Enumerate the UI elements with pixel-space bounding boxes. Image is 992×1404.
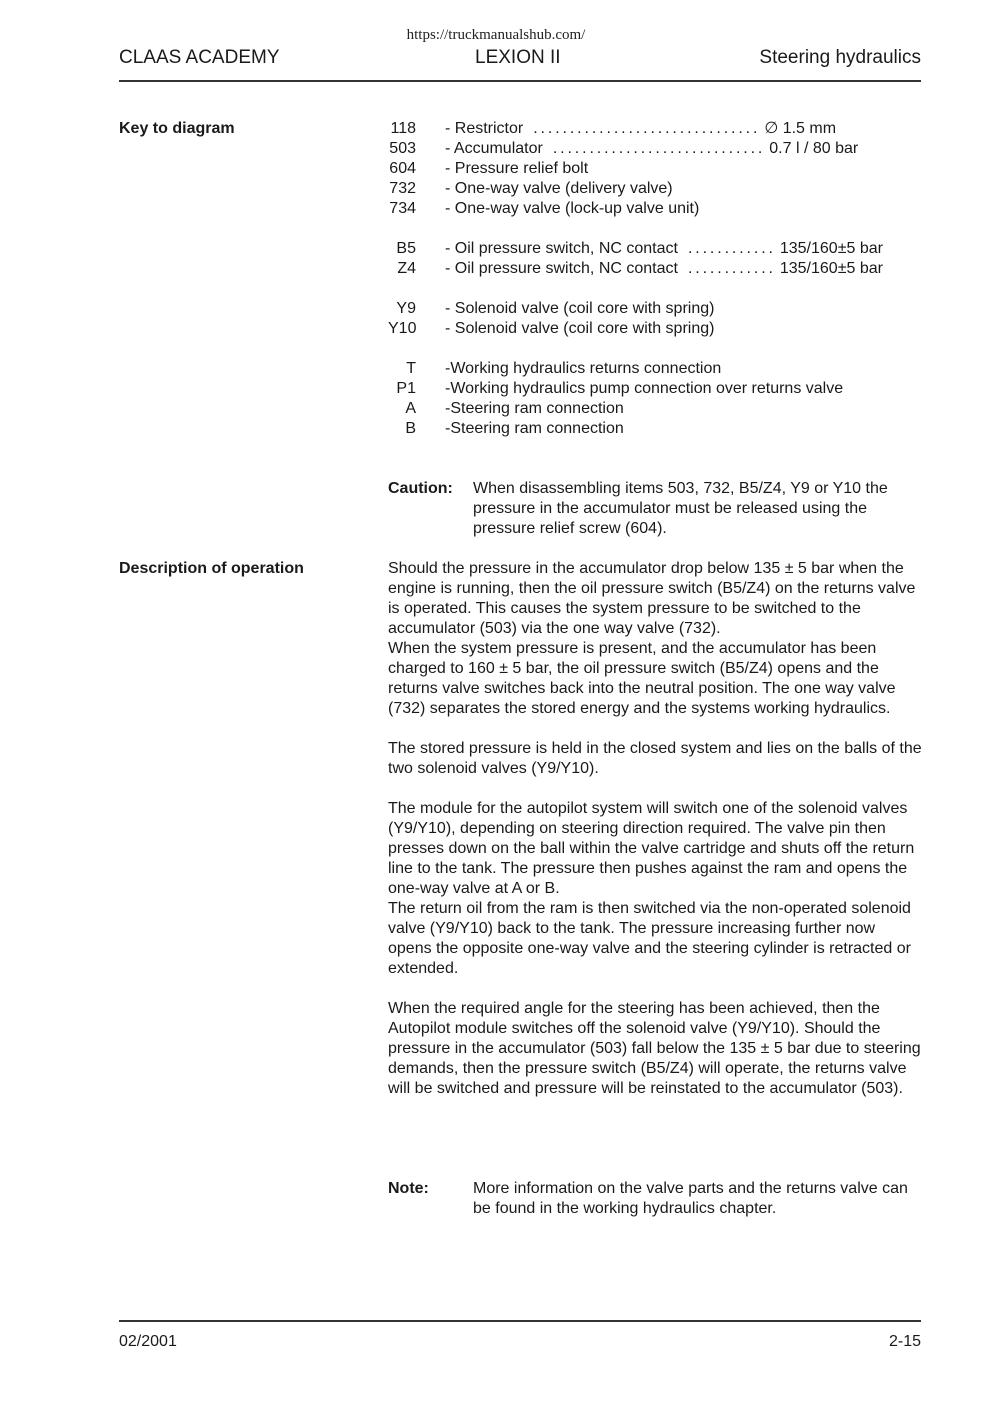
key-item-description: - One-way valve (lock-up valve unit): [445, 200, 700, 217]
key-item-description: - Oil pressure switch, NC contact: [445, 260, 678, 277]
key-item: [388, 139, 928, 159]
key-item: [388, 239, 928, 259]
key-item-leader-dots: ............: [687, 260, 776, 277]
key-item-description: -Working hydraulics returns connection: [445, 360, 722, 377]
header-publisher: CLAAS ACADEMY: [119, 47, 280, 68]
key-group-spacer: [388, 219, 928, 239]
key-item-code: 604: [389, 160, 416, 177]
key-item-description: - Oil pressure switch, NC contact: [445, 240, 678, 257]
key-item-code: 118: [390, 120, 416, 137]
description-heading: Description of operation: [119, 560, 304, 577]
key-item: [388, 379, 928, 399]
key-item: [388, 259, 928, 279]
key-item-description: -Steering ram connection: [445, 400, 624, 417]
key-item-code: P1: [396, 380, 416, 397]
key-item-value: 135/160±5 bar: [779, 240, 883, 257]
key-item-value: ∅ 1.5 mm: [764, 120, 837, 137]
key-item-code: Z4: [397, 260, 416, 277]
key-item: [388, 319, 928, 339]
note-callout: [388, 1179, 928, 1219]
page-number: 2-15: [888, 1333, 921, 1350]
key-item-code: A: [405, 400, 416, 417]
key-item-code: Y9: [396, 300, 416, 317]
key-item-description: - Pressure relief bolt: [445, 160, 589, 177]
key-item-description: - One-way valve (delivery valve): [445, 180, 673, 197]
description-body: [388, 559, 923, 1119]
key-item: [388, 399, 928, 419]
key-item: [388, 359, 928, 379]
footer-date: 02/2001: [119, 1333, 177, 1350]
note-label: Note:: [388, 1180, 429, 1197]
header-rule: [119, 80, 921, 82]
key-item-value: 0.7 l / 80 bar: [769, 140, 859, 157]
key-item-description: - Accumulator: [445, 140, 543, 157]
key-item: [388, 419, 928, 439]
key-group-spacer: [388, 279, 928, 299]
key-item: [388, 159, 928, 179]
key-item-leader-dots: ...............................: [533, 120, 761, 137]
key-item: [388, 179, 928, 199]
key-item-value: 135/160±5 bar: [779, 260, 883, 277]
key-item-leader-dots: .............................: [552, 140, 766, 157]
header-section-title: Steering hydraulics: [759, 47, 921, 68]
page-header: [119, 47, 921, 73]
key-item-description: - Solenoid valve (coil core with spring): [445, 300, 715, 317]
key-item-code: B5: [396, 240, 416, 257]
description-paragraph: When the required angle for the steering has been achieved, then the Autopilot module switches off the solenoid valve (Y9/Y10). Should the pressure in the accumulator (503) fall below the 135 ± 5 bar due to steering demands, then the pressure switch (B5/Z4) will operate, the returns valve will be switched and pressure will be reinstated to the accumulator (503).: [388, 1000, 921, 1097]
source-url: https://truckmanualshub.com/: [406, 27, 586, 43]
key-item: [388, 119, 928, 139]
key-item-code: 732: [389, 180, 416, 197]
key-item-code: 734: [389, 200, 416, 217]
caution-callout: [388, 479, 928, 539]
key-item-code: T: [406, 360, 416, 377]
key-item-code: 503: [389, 140, 416, 157]
key-item-leader-dots: ............: [687, 240, 776, 257]
description-paragraph: The stored pressure is held in the closed system and lies on the balls of the two solenoid valves (Y9/Y10).: [388, 740, 922, 777]
note-text: More information on the valve parts and the returns valve can be found in the working hydraulics chapter.: [473, 1180, 908, 1217]
description-paragraph: The module for the autopilot system will switch one of the solenoid valves (Y9/Y10), depending on steering direction required. The valve pin then presses down on the ball within the valve cartridge and shuts off the return line to the tank. The pressure then pushes against the ram and opens the one-way valve at A or B. The return oil from the ram is then switched via the non-operated solenoid valve (Y9/Y10) back to the tank. The pressure increasing further now opens the opposite one-way valve and the steering cylinder is retracted or extended.: [388, 800, 915, 977]
key-item-description: -Working hydraulics pump connection over returns valve: [445, 380, 844, 397]
key-item: [388, 299, 928, 319]
caution-label: Caution:: [388, 480, 453, 497]
key-item-description: - Restrictor: [445, 120, 524, 137]
caution-text: When disassembling items 503, 732, B5/Z4, Y9 or Y10 the pressure in the accumulator must be released using the pressure relief screw (604).: [473, 480, 888, 537]
key-item-description: -Steering ram connection: [445, 420, 624, 437]
footer-rule: [119, 1320, 921, 1322]
key-item-code: B: [405, 420, 416, 437]
key-group-spacer: [388, 339, 928, 359]
key-item: [388, 199, 928, 219]
key-item-code: Y10: [388, 320, 417, 337]
header-model: LEXION II: [475, 47, 561, 68]
key-heading: Key to diagram: [119, 120, 235, 137]
key-list: [388, 119, 928, 439]
key-item-description: - Solenoid valve (coil core with spring): [445, 320, 715, 337]
description-paragraph: Should the pressure in the accumulator drop below 135 ± 5 bar when the engine is running, then the oil pressure switch (B5/Z4) on the returns valve is operated. This causes the system pressure to be switched to the accumulator (503) via the one way valve (732). When the system pressure is present, and the accumulator has been charged to 160 ± 5 bar, the oil pressure switch (B5/Z4) opens and the returns valve switches back into the neutral position. The one way valve (732) separates the stored energy and the systems working hydraulics.: [388, 560, 916, 717]
